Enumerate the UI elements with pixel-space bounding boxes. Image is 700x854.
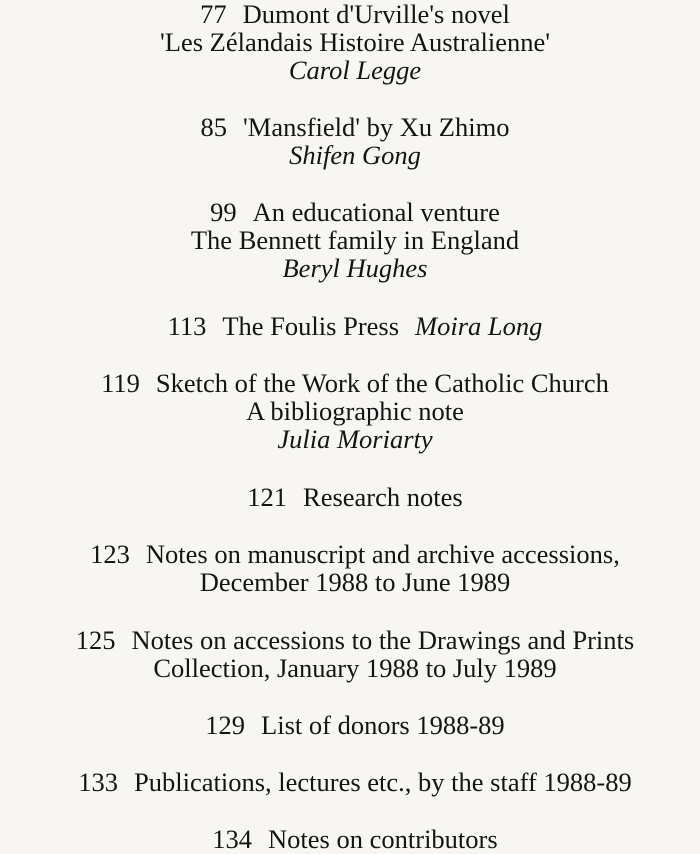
toc-entry	[0, 768, 700, 796]
entry-author: Moira Long	[415, 311, 543, 341]
toc-entry	[0, 540, 700, 596]
entry-heading	[0, 711, 700, 739]
entry-heading	[0, 369, 700, 397]
toc-entry	[0, 198, 700, 282]
entry-heading	[0, 0, 700, 28]
page-number: 77	[200, 0, 227, 29]
entry-heading	[0, 113, 700, 141]
entry-title: The Foulis Press	[222, 311, 400, 341]
toc-entry	[0, 483, 700, 511]
page-number: 85	[200, 112, 228, 142]
page-number: 129	[205, 710, 246, 740]
toc-entry	[0, 711, 700, 739]
entry-heading	[0, 626, 700, 654]
entry-subtitle: December 1988 to June 1989	[199, 567, 511, 597]
page-number: 123	[90, 539, 130, 569]
entry-author: Carol Legge	[288, 55, 422, 85]
page-number: 121	[247, 482, 288, 512]
entry-title: Publications, lectures etc., by the staff 1988-89	[134, 767, 632, 797]
entry-heading	[0, 483, 700, 511]
entry-title: Notes on accessions to the Drawings and Prints	[131, 625, 635, 655]
entry-title: 'Mansfield' by Xu Zhimo	[243, 112, 510, 142]
entry-title: Research notes	[303, 482, 463, 512]
entry-title: List of donors 1988-89	[261, 710, 505, 740]
entry-subtitle: 'Les Zélandais Histoire Australienne'	[159, 27, 550, 57]
entry-author: Beryl Hughes	[282, 253, 428, 283]
entry-title: Notes on manuscript and archive accessions,	[145, 539, 620, 569]
entry-subtitle: A bibliographic note	[246, 396, 464, 426]
page-number: 134	[212, 824, 253, 854]
toc-entry	[0, 369, 700, 453]
toc-entry	[0, 0, 700, 84]
page-number: 113	[167, 311, 207, 341]
entry-title: Notes on contributors	[268, 824, 498, 854]
entry-author: Shifen Gong	[289, 140, 421, 170]
entry-heading	[0, 540, 700, 568]
page-number: 133	[78, 767, 118, 797]
toc-entry	[0, 312, 700, 340]
entry-heading	[0, 768, 700, 796]
entry-heading	[0, 312, 700, 340]
entry-title: Dumont d'Urville's novel	[242, 0, 510, 29]
entry-subtitle: Collection, January 1988 to July 1989	[153, 653, 557, 683]
page-number: 125	[75, 625, 116, 655]
entry-heading	[0, 198, 700, 226]
page-number: 99	[210, 197, 237, 227]
page-number: 119	[101, 368, 140, 398]
entry-author: Julia Moriarty	[277, 424, 433, 454]
entry-title: Sketch of the Work of the Catholic Church	[155, 368, 609, 398]
toc-entry	[0, 626, 700, 682]
toc-entry	[0, 113, 700, 169]
entry-subtitle: The Bennett family in England	[190, 225, 520, 255]
entry-title: An educational venture	[252, 197, 500, 227]
